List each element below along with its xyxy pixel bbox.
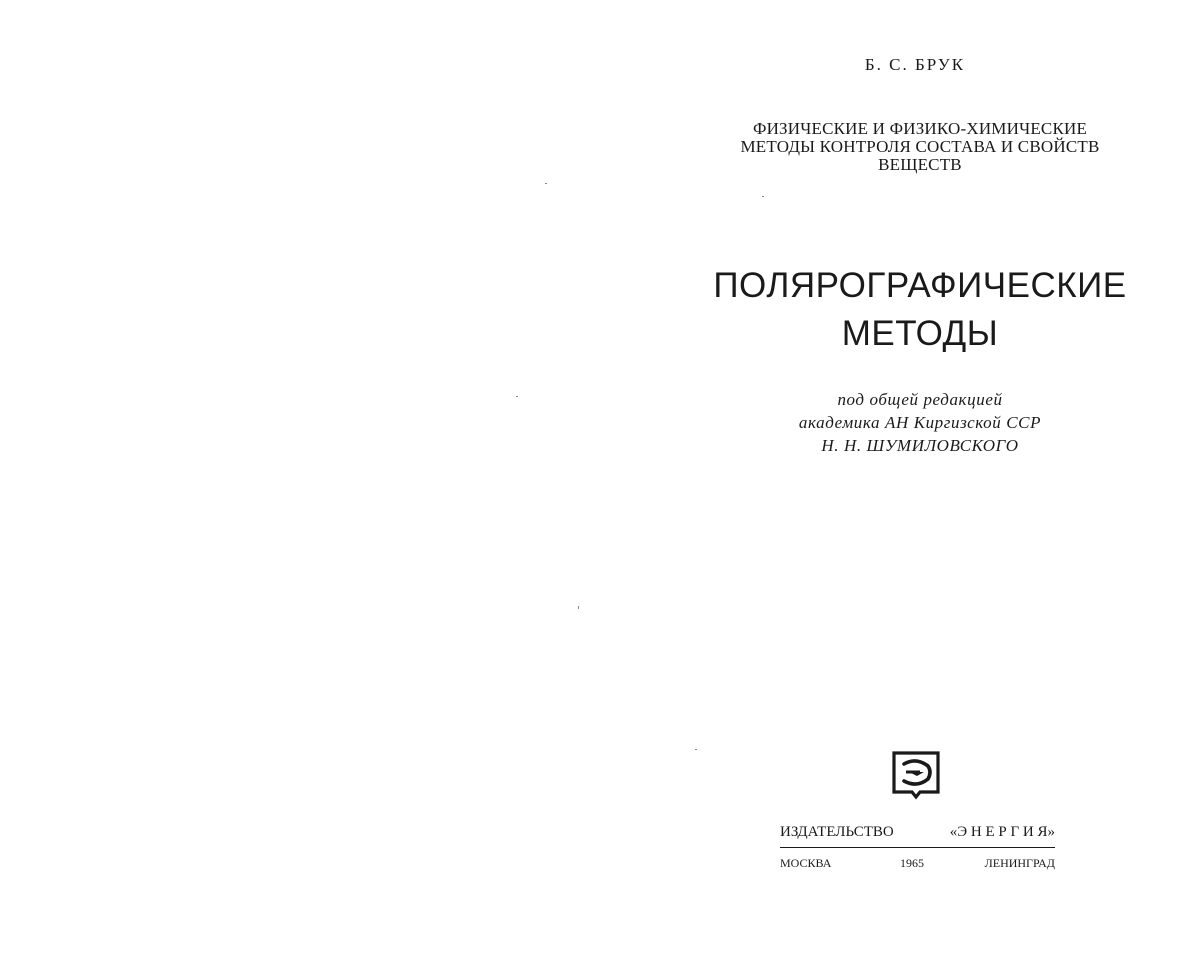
author-name: Б. С. БРУК: [864, 55, 966, 74]
book-title-line: ПОЛЯРОГРАФИЧЕСКИЕ: [713, 266, 1127, 305]
series-title-line: ФИЗИЧЕСКИЕ И ФИЗИКО-ХИМИЧЕСКИЕ: [752, 119, 1088, 138]
series-title-line: ВЕЩЕСТВ: [878, 155, 962, 174]
imprint-divider: [780, 847, 1055, 848]
imprint-place-line: [780, 856, 1055, 874]
editor-credit: [720, 388, 1120, 457]
editor-credit-line: академика АН Киргизской ССР: [798, 413, 1042, 432]
scan-speck: [578, 606, 579, 609]
city-left: МОСКВА: [780, 856, 832, 870]
editor-credit-line: под общей редакцией: [837, 390, 1003, 409]
series-title-line: МЕТОДЫ КОНТРОЛЯ СОСТАВА И СВОЙСТВ: [740, 137, 1100, 156]
scan-speck: [545, 183, 547, 184]
imprint-publisher-line: [780, 824, 1055, 844]
publisher-name: «Э Н Е Р Г И Я»: [949, 824, 1055, 840]
publisher-label: ИЗДАТЕЛЬСТВО: [780, 824, 894, 840]
editor-credit-line: Н. Н. ШУМИЛОВСКОГО: [821, 436, 1019, 455]
book-title-line: МЕТОДЫ: [841, 314, 999, 353]
book-title: [690, 262, 1150, 358]
energiya-publisher-emblem-icon: [890, 748, 942, 800]
scan-speck: [762, 196, 764, 197]
city-right: ЛЕНИНГРАД: [984, 856, 1055, 870]
series-title: [700, 120, 1140, 174]
publisher-logo-graphic: [890, 748, 942, 800]
scan-speck: [695, 749, 697, 750]
publication-year: 1965: [900, 856, 924, 870]
scan-speck: [516, 396, 518, 397]
